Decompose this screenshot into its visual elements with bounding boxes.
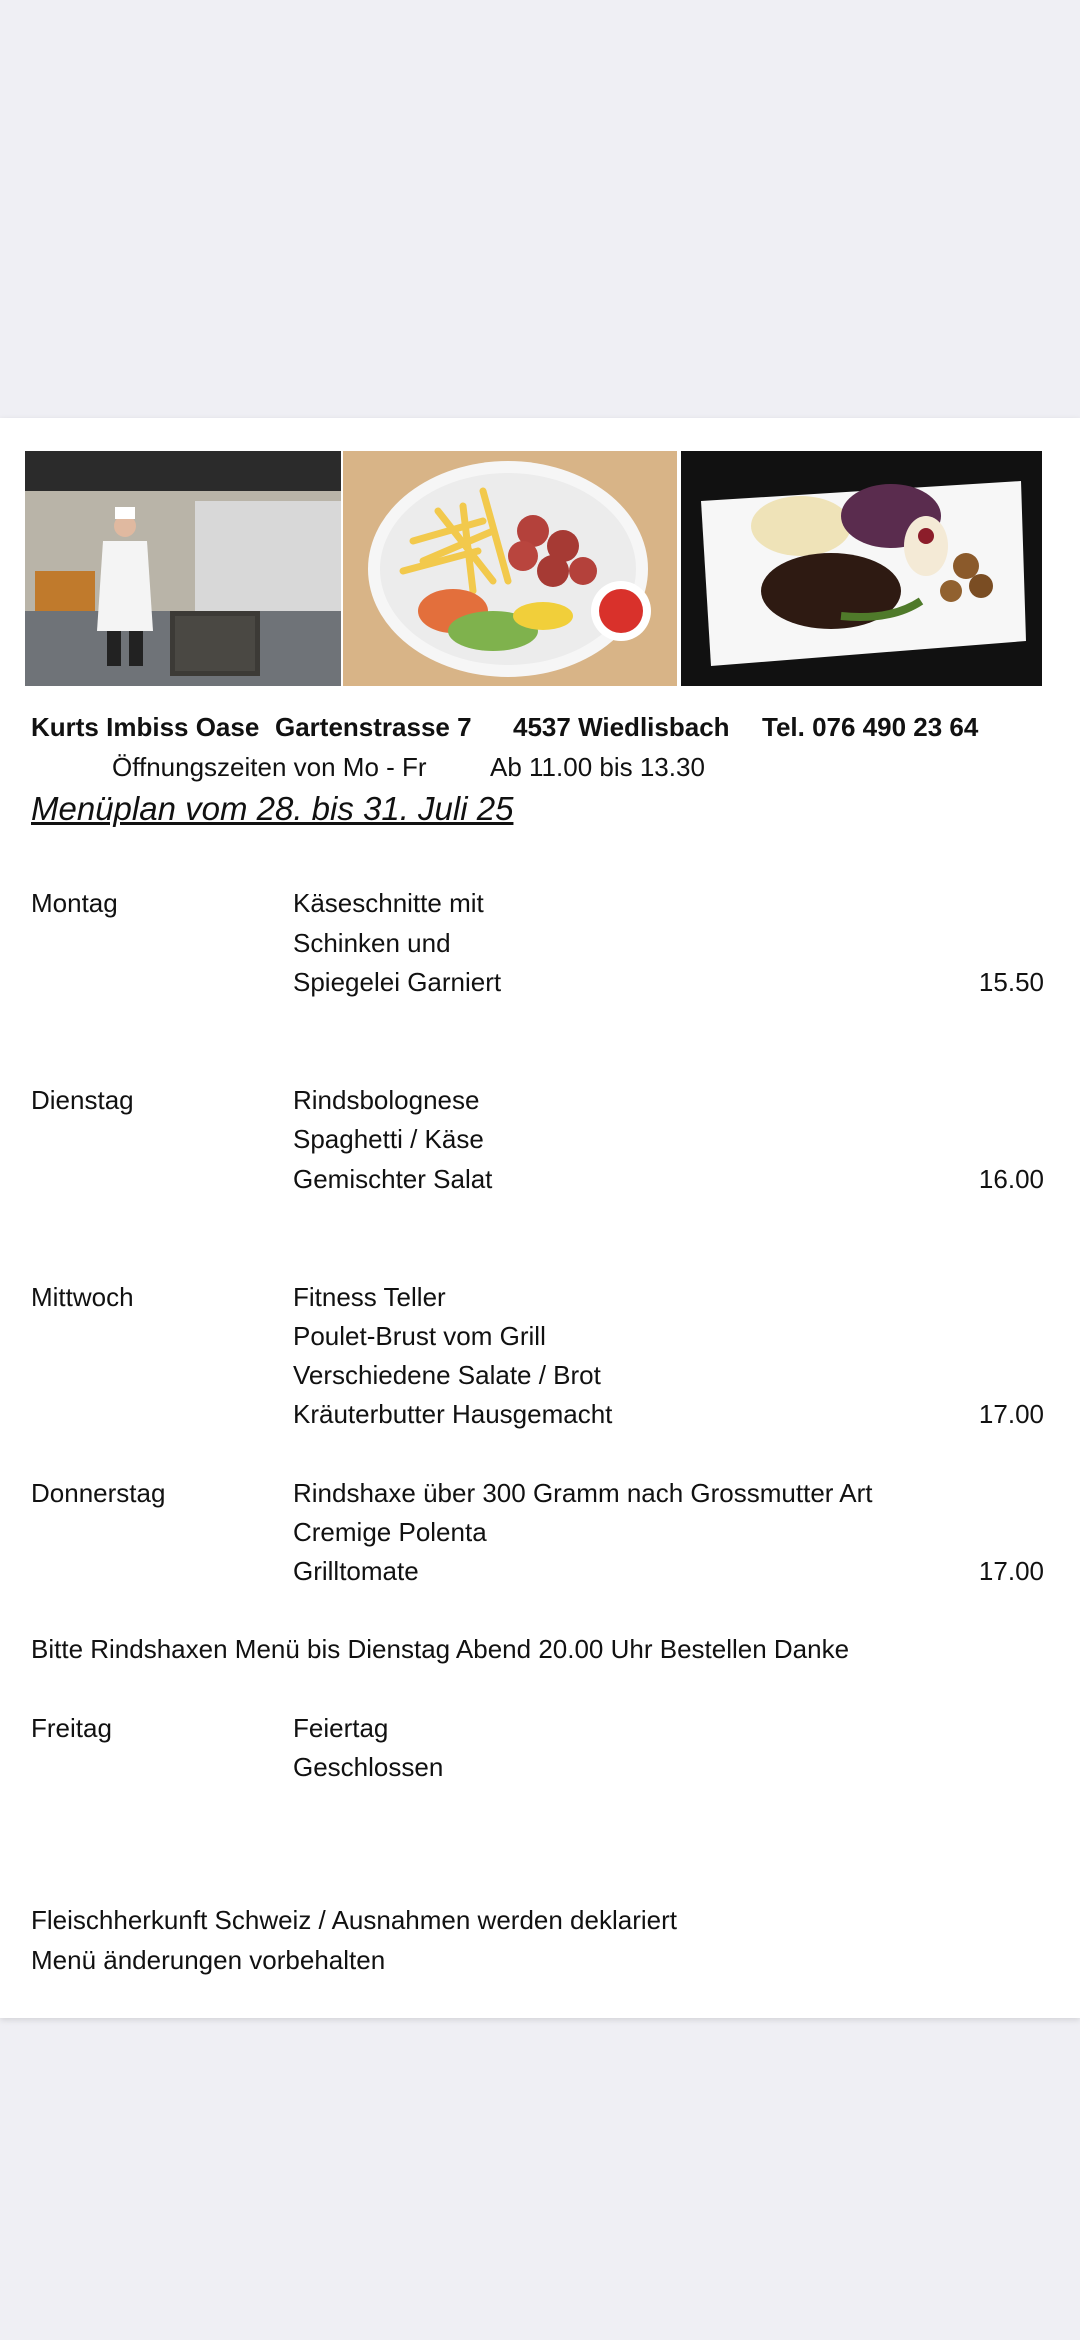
- dish-line: Spaghetti / Käse: [293, 1124, 484, 1154]
- opening-hours-time: Ab 11.00 bis 13.30: [490, 752, 705, 782]
- photo-strip: [25, 451, 1042, 686]
- street-address: Gartenstrasse 7: [275, 712, 472, 742]
- menu-title: Menüplan vom 28. bis 31. Juli 25: [31, 790, 514, 827]
- price-wednesday: 17.00: [978, 1399, 1044, 1429]
- dish-line: Feiertag: [293, 1713, 389, 1743]
- day-label-wednesday: Mittwoch: [31, 1282, 134, 1312]
- dish-line: Gemischter Salat: [293, 1164, 493, 1194]
- dish-line: Grilltomate: [293, 1556, 419, 1586]
- price-tuesday: 16.00: [978, 1164, 1044, 1194]
- day-label-monday: Montag: [31, 888, 118, 918]
- footer-origin-note: Fleischherkunft Schweiz / Ausnahmen werden deklariert: [31, 1905, 677, 1935]
- dish-line: Kräuterbutter Hausgemacht: [293, 1399, 613, 1429]
- dish-line: Schinken und: [293, 928, 451, 958]
- dish-line: Cremige Polenta: [293, 1517, 487, 1547]
- shank-plate-photo: [681, 451, 1042, 686]
- price-monday: 15.50: [978, 967, 1044, 997]
- restaurant-name: Kurts Imbiss Oase: [31, 712, 260, 742]
- price-thursday: 17.00: [978, 1556, 1044, 1586]
- dish-line: Rindsbolognese: [293, 1085, 480, 1115]
- day-label-tuesday: Dienstag: [31, 1085, 134, 1115]
- dish-line: Käseschnitte mit: [293, 888, 484, 918]
- day-label-thursday: Donnerstag: [31, 1478, 166, 1508]
- dish-line: Poulet-Brust vom Grill: [293, 1321, 546, 1351]
- order-notice: Bitte Rindshaxen Menü bis Dienstag Abend 20.00 Uhr Bestellen Danke: [31, 1634, 850, 1664]
- day-label-friday: Freitag: [31, 1713, 112, 1743]
- phone-number: Tel. 076 490 23 64: [762, 712, 979, 742]
- chef-photo: [25, 451, 341, 686]
- dish-line: Fitness Teller: [293, 1282, 446, 1312]
- dish-line: Geschlossen: [293, 1752, 444, 1782]
- dish-line: Rindshaxe über 300 Gramm nach Grossmutter Art: [293, 1478, 873, 1508]
- dish-line: Spiegelei Garniert: [293, 967, 502, 997]
- opening-hours-label: Öffnungszeiten von Mo - Fr: [112, 752, 427, 782]
- menu-document: [0, 418, 1080, 2018]
- fries-plate-photo: [343, 451, 677, 686]
- footer-changes-note: Menü änderungen vorbehalten: [31, 1945, 386, 1975]
- dish-line: Verschiedene Salate / Brot: [293, 1360, 601, 1390]
- city-address: 4537 Wiedlisbach: [513, 712, 730, 742]
